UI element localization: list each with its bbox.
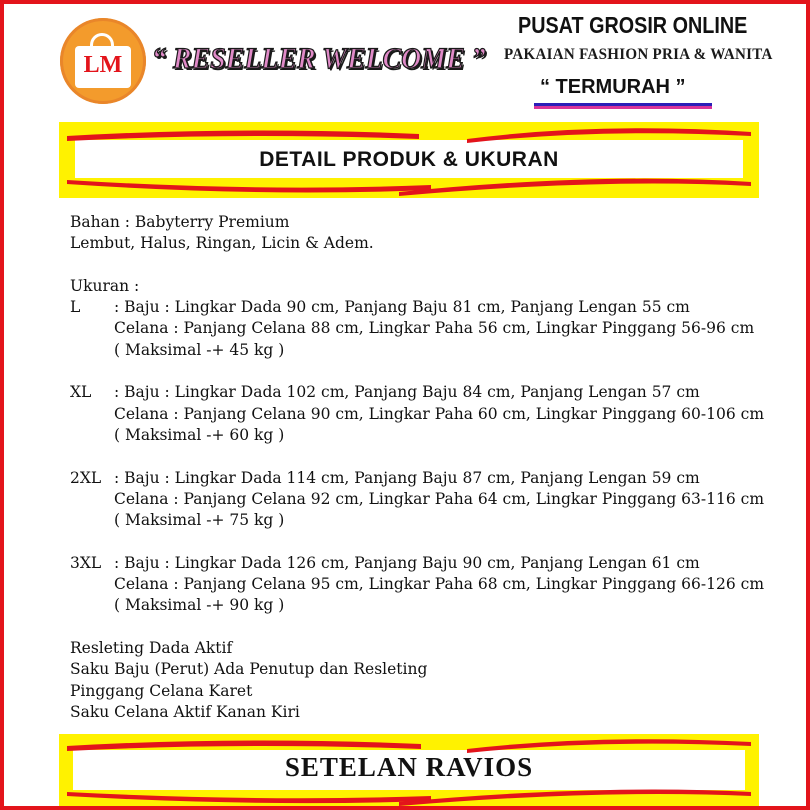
- brand-subtitle: PAKAIAN FASHION PRIA & WANITA: [504, 46, 773, 63]
- size-bottom-measure: Celana : Panjang Celana 90 cm, Lingkar Paha 60 cm, Lingkar Pinggang 60-106 cm: [114, 404, 765, 423]
- size-label: L: [70, 298, 81, 317]
- size-max-weight: ( Maksimal -+ 60 kg ): [114, 425, 285, 444]
- feature-item: Pinggang Celana Karet: [70, 681, 253, 700]
- size-label: 3XL: [70, 553, 102, 572]
- tagline-underline: [534, 103, 712, 109]
- section-title: DETAIL PRODUK & UKURAN: [259, 148, 559, 171]
- size-bottom-measure: Celana : Panjang Celana 92 cm, Lingkar Paha 64 cm, Lingkar Pinggang 63-116 cm: [114, 489, 765, 508]
- section-banner-bottom: [59, 734, 759, 806]
- size-max-weight: ( Maksimal -+ 75 kg ): [114, 511, 285, 530]
- material-line: Bahan : Babyterry Premium: [70, 213, 290, 231]
- shop-logo: [60, 18, 146, 104]
- size-top-measure: : Baju : Lingkar Dada 126 cm, Panjang Baju 90 cm, Panjang Lengan 61 cm: [114, 553, 700, 572]
- sizes-heading: Ukuran :: [70, 276, 140, 295]
- reseller-slogan: “ RESELLER WELCOME ”: [152, 42, 486, 75]
- product-name: SETELAN RAVIOS: [284, 752, 534, 782]
- size-bottom-measure: Celana : Panjang Celana 88 cm, Lingkar Paha 56 cm, Lingkar Pinggang 56-96 cm: [114, 319, 755, 338]
- size-max-weight: ( Maksimal -+ 45 kg ): [114, 340, 285, 359]
- feature-item: Saku Baju (Perut) Ada Penutup dan Resleting: [70, 660, 428, 679]
- material-quality-line: Lembut, Halus, Ringan, Licin & Adem.: [70, 234, 374, 253]
- size-label: XL: [70, 383, 92, 402]
- feature-item: Saku Celana Aktif Kanan Kiri: [70, 702, 300, 721]
- product-description: [70, 212, 770, 723]
- size-list: [70, 297, 770, 616]
- feature-list: [70, 638, 770, 723]
- size-top-measure: : Baju : Lingkar Dada 90 cm, Panjang Baju 81 cm, Panjang Lengan 55 cm: [114, 298, 690, 317]
- size-label: 2XL: [70, 468, 102, 487]
- size-block-2xl: [70, 468, 770, 532]
- size-max-weight: ( Maksimal -+ 90 kg ): [114, 596, 285, 615]
- size-top-measure: : Baju : Lingkar Dada 102 cm, Panjang Baju 84 cm, Panjang Lengan 57 cm: [114, 383, 700, 402]
- logo-text: LM: [83, 52, 123, 78]
- size-block-xl: [70, 382, 770, 446]
- section-banner-top: [59, 122, 759, 198]
- size-block-l: [70, 297, 770, 361]
- brand-title: PUSAT GROSIR ONLINE: [518, 12, 748, 38]
- brand-tagline: “ TERMURAH ”: [540, 76, 686, 98]
- size-top-measure: : Baju : Lingkar Dada 114 cm, Panjang Baju 87 cm, Panjang Lengan 59 cm: [114, 468, 700, 487]
- size-bottom-measure: Celana : Panjang Celana 95 cm, Lingkar Paha 68 cm, Lingkar Pinggang 66-126 cm: [114, 575, 765, 594]
- feature-item: Resleting Dada Aktif: [70, 638, 233, 657]
- size-block-3xl: [70, 553, 770, 617]
